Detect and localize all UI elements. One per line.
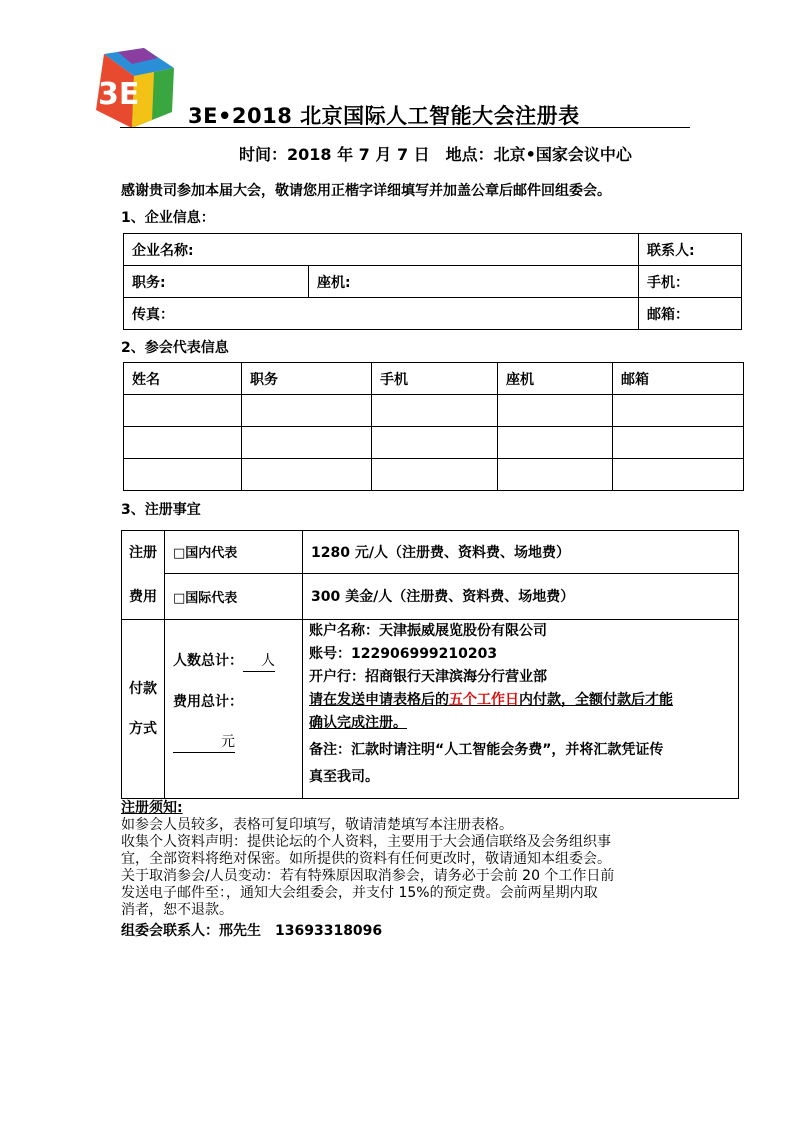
notes-line: 如参会人员较多，表格可复印填写，敬请清楚填写本注册表格。 (121, 817, 513, 833)
company-info-table (123, 233, 742, 330)
table-cell[interactable] (372, 459, 498, 491)
account-name: 账户名称：天津振威展览股份有限公司 (309, 623, 547, 639)
table-cell[interactable] (124, 427, 242, 459)
column-header-email: 邮箱 (613, 363, 744, 395)
notes-line: 关于取消参会/人员变动：若有特殊原因取消参会，请务必于会前 20 个工作日前 (121, 868, 615, 884)
delegates-table (123, 362, 744, 491)
table-cell[interactable] (124, 459, 242, 491)
title-divider (120, 127, 690, 128)
landline-field[interactable]: 座机: (309, 266, 639, 298)
position-field[interactable]: 职务: (124, 266, 309, 298)
event-time-location: 时间：2018 年 7 月 7 日 地点：北京•国家会议中心 (239, 145, 632, 164)
contact-person-field[interactable]: 联系人: (638, 234, 741, 266)
domestic-fee: 1280 元/人（注册费、资料费、场地费） (303, 531, 739, 574)
fee-total-label: 费用总计： (173, 694, 243, 710)
domestic-option-checkbox[interactable]: □国内代表 (165, 531, 303, 574)
intro-text: 感谢贵司参加本届大会，敬请您用正楷字详细填写并加盖公章后邮件回组委会。 (121, 183, 611, 199)
table-cell[interactable] (372, 395, 498, 427)
logo-text: 3E (98, 77, 140, 112)
payment-label-cell: 付款 方式 (122, 620, 165, 799)
logo (82, 46, 178, 130)
column-header-mobile: 手机 (372, 363, 498, 395)
notes-line: 收集个人资料声明：提供论坛的个人资料，主要用于大会通信联络及会务组织事 (121, 834, 611, 850)
account-number: 账号：122906999210203 (309, 646, 498, 662)
notes-heading: 注册须知: (121, 800, 183, 816)
remark-line-1: 备注：汇款时请注明“人工智能会务费”，并将汇款凭证传 (309, 742, 664, 758)
table-cell[interactable] (242, 459, 372, 491)
table-row (124, 427, 744, 459)
table-cell[interactable] (498, 459, 613, 491)
people-total-label: 人数总计： (173, 653, 243, 669)
column-header-name: 姓名 (124, 363, 242, 395)
mobile-field[interactable]: 手机： (638, 266, 741, 298)
table-cell[interactable] (372, 427, 498, 459)
fee-total-input[interactable]: 元 (173, 732, 235, 753)
page-title: 3E•2018 北京国际人工智能大会注册表 (188, 104, 580, 128)
notes-line: 宜，全部资料将绝对保密。如所提供的资料有任何更改时，敬请通知本组委会。 (121, 851, 611, 867)
bank-name: 开户行：招商银行天津滨海分行营业部 (309, 669, 547, 685)
table-header-row (124, 363, 744, 395)
payment-deadline: 请在发送申请表格后的五个工作日内付款，全额付款后才能 (309, 692, 673, 708)
section-registration-heading: 3、注册事宜 (121, 502, 201, 518)
company-name-field[interactable]: 企业名称: (124, 234, 639, 266)
fee-label-cell: 注册 费用 (122, 531, 165, 620)
table-cell[interactable] (498, 395, 613, 427)
payment-details-cell (303, 620, 739, 799)
registration-notes (121, 800, 721, 940)
section-company-heading: 1、企业信息： (121, 210, 215, 226)
table-cell[interactable] (613, 395, 744, 427)
email-field[interactable]: 邮箱： (638, 298, 741, 330)
table-cell[interactable] (498, 427, 613, 459)
table-row (124, 459, 744, 491)
totals-cell (165, 620, 303, 799)
column-header-position: 职务 (242, 363, 372, 395)
remark-line-2: 真至我司。 (309, 769, 379, 785)
section-delegates-heading: 2、参会代表信息 (121, 340, 229, 356)
table-cell[interactable] (242, 395, 372, 427)
notes-line: 发送电子邮件至：，通知大会组委会，并支付 15%的预定费。会前两星期内取 (121, 885, 598, 901)
intl-option-checkbox[interactable]: □国际代表 (165, 573, 303, 619)
organizer-contact: 组委会联系人：邢先生 13693318096 (121, 923, 383, 939)
column-header-landline: 座机 (498, 363, 613, 395)
notes-line: 消者，恕不退款。 (121, 902, 233, 918)
intl-fee: 300 美金/人（注册费、资料费、场地费） (303, 573, 739, 619)
registration-table (121, 530, 739, 799)
table-cell[interactable] (124, 395, 242, 427)
table-cell[interactable] (613, 459, 744, 491)
table-cell[interactable] (613, 427, 744, 459)
fax-field[interactable]: 传真： (124, 298, 639, 330)
payment-deadline-cont: 确认完成注册。 (309, 715, 407, 731)
table-cell[interactable] (242, 427, 372, 459)
people-total-input[interactable]: 人 (243, 651, 275, 672)
table-row (124, 395, 744, 427)
